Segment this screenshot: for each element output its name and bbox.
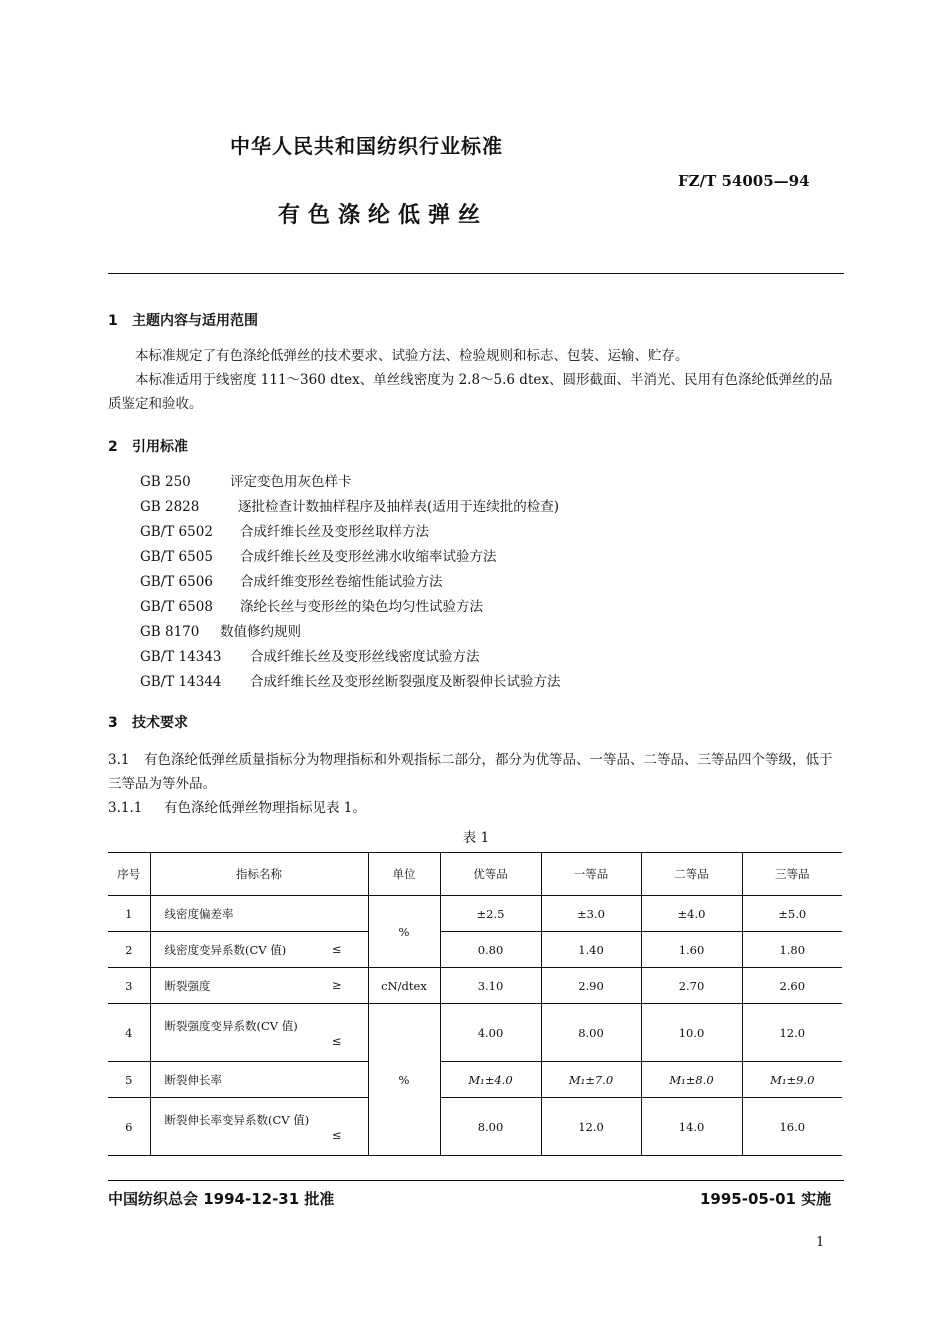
- value-cell: 12.0: [742, 1004, 842, 1062]
- unit-cell: cN/dtex: [368, 968, 440, 1004]
- value-cell: ±2.5: [440, 896, 541, 932]
- reference-item: [140, 495, 561, 520]
- index-name: [150, 896, 368, 932]
- reference-item: [140, 545, 561, 570]
- table-caption: 表 1: [462, 830, 490, 846]
- index-name-text: 断裂伸长率: [164, 1072, 222, 1087]
- reference-title: 合成纤维变形丝卷缩性能试验方法: [240, 574, 443, 590]
- table-row: [108, 932, 842, 968]
- index-name: [150, 1098, 368, 1156]
- column-header: 序号: [108, 853, 150, 896]
- value-cell: 2.70: [641, 968, 742, 1004]
- section-number: 1: [108, 313, 118, 329]
- row-number: 1: [108, 896, 150, 932]
- reference-title: 合成纤维长丝及变形丝线密度试验方法: [250, 649, 480, 665]
- section-title: 技术要求: [132, 715, 188, 731]
- value-cell: 1.40: [541, 932, 641, 968]
- row-number: 5: [108, 1062, 150, 1098]
- reference-title: 数值修约规则: [220, 624, 301, 640]
- index-name: [150, 932, 368, 968]
- reference-item: [140, 470, 561, 495]
- value-cell: 1.60: [641, 932, 742, 968]
- reference-title: 合成纤维长丝及变形丝取样方法: [240, 524, 429, 540]
- reference-code: GB/T 14344: [140, 674, 222, 690]
- section-3-heading: [108, 712, 188, 732]
- reference-title: 评定变色用灰色样卡: [230, 474, 352, 490]
- table-row: [108, 1062, 842, 1098]
- value-cell: 14.0: [641, 1098, 742, 1156]
- index-name: [150, 1062, 368, 1098]
- reference-code: GB/T 6505: [140, 549, 213, 565]
- paragraph: 本标准适用于线密度 111～360 dtex、单丝线密度为 2.8～5.6 dtex、圆形截面、半消光、民用有色涤纶低弹丝的品质鉴定和验收。: [108, 372, 833, 412]
- table-row: [108, 896, 842, 932]
- value-cell: ±5.0: [742, 896, 842, 932]
- value-cell: 2.90: [541, 968, 641, 1004]
- reference-code: GB/T 6508: [140, 599, 213, 615]
- reference-code: GB 8170: [140, 624, 200, 640]
- unit-cell: %: [368, 896, 440, 968]
- page-number: 1: [816, 1235, 825, 1250]
- value-cell: ±3.0: [541, 896, 641, 932]
- section-2-heading: [108, 436, 188, 456]
- index-name-text: 线密度变异系数(CV 值): [164, 942, 287, 957]
- value-cell: 3.10: [440, 968, 541, 1004]
- table-header-row: [108, 853, 842, 896]
- reference-code: GB 250: [140, 474, 191, 490]
- index-name: [150, 968, 368, 1004]
- header-rule: [108, 273, 844, 274]
- issuing-organization: 中华人民共和国纺织行业标准: [230, 134, 503, 158]
- reference-title: 合成纤维长丝及变形丝沸水收缩率试验方法: [240, 549, 497, 565]
- value-cell: 8.00: [440, 1098, 541, 1156]
- value-cell: ±4.0: [641, 896, 742, 932]
- reference-code: GB/T 14343: [140, 649, 222, 665]
- value-cell: M₁±4.0: [440, 1062, 541, 1098]
- index-name-text: 线密度偏差率: [164, 906, 234, 921]
- unit-cell: %: [368, 1004, 440, 1156]
- value-cell: 8.00: [541, 1004, 641, 1062]
- reference-list: [140, 470, 561, 695]
- section-3-body: [108, 748, 844, 820]
- column-header: 单位: [368, 853, 440, 896]
- reference-item: [140, 620, 561, 645]
- section-1-heading: [108, 310, 258, 330]
- section-number: 2: [108, 439, 118, 455]
- footer-rule: [108, 1180, 844, 1181]
- comparison-sign: ≤: [331, 941, 342, 956]
- table-row: [108, 968, 842, 1004]
- index-name-text: 断裂强度变异系数(CV 值): [164, 1018, 298, 1033]
- paragraph: 本标准规定了有色涤纶低弹丝的技术要求、试验方法、检验规则和标志、包装、运输、贮存。: [135, 348, 689, 364]
- reference-item: [140, 520, 561, 545]
- reference-item: [140, 645, 561, 670]
- clause-number: 3.1.1: [108, 800, 143, 816]
- value-cell: M₁±7.0: [541, 1062, 641, 1098]
- document-title: 有色涤纶低弹丝: [278, 203, 489, 228]
- clause-number: 3.1: [108, 752, 130, 768]
- reference-title: 合成纤维长丝及变形丝断裂强度及断裂伸长试验方法: [250, 674, 561, 690]
- reference-code: GB/T 6506: [140, 574, 213, 590]
- column-header: 优等品: [440, 853, 541, 896]
- value-cell: 10.0: [641, 1004, 742, 1062]
- reference-item: [140, 670, 561, 695]
- column-header: 三等品: [742, 853, 842, 896]
- clause-text: 有色涤纶低弹丝质量指标分为物理指标和外观指标二部分，都分为优等品、一等品、二等品、三等品四个等级，低于三等品为等外品。: [108, 752, 833, 792]
- row-number: 3: [108, 968, 150, 1004]
- value-cell: 16.0: [742, 1098, 842, 1156]
- standard-code: FZ/T 54005—94: [678, 172, 810, 190]
- row-number: 6: [108, 1098, 150, 1156]
- value-cell: M₁±9.0: [742, 1062, 842, 1098]
- reference-code: GB 2828: [140, 499, 200, 515]
- value-cell: 4.00: [440, 1004, 541, 1062]
- clause-3-1: [108, 748, 844, 796]
- value-cell: 12.0: [541, 1098, 641, 1156]
- value-cell: 1.80: [742, 932, 842, 968]
- approval-line: 中国纺织总会 1994-12-31 批准: [108, 1190, 335, 1208]
- table-row: [108, 1004, 842, 1062]
- section-title: 主题内容与适用范围: [132, 313, 258, 329]
- clause-3-1-1: [108, 796, 844, 820]
- reference-title: 涤纶长丝与变形丝的染色均匀性试验方法: [240, 599, 483, 615]
- row-number: 4: [108, 1004, 150, 1062]
- effective-date-line: 1995-05-01 实施: [700, 1190, 832, 1208]
- physical-index-table: [108, 852, 842, 1156]
- reference-item: [140, 595, 561, 620]
- row-number: 2: [108, 932, 150, 968]
- index-name-text: 断裂强度: [164, 978, 211, 993]
- reference-item: [140, 570, 561, 595]
- section-title: 引用标准: [132, 439, 188, 455]
- column-header: 指标名称: [150, 853, 368, 896]
- value-cell: M₁±8.0: [641, 1062, 742, 1098]
- reference-title: 逐批检查计数抽样程序及抽样表(适用于连续批的检查): [238, 499, 560, 515]
- section-1-body: [108, 344, 844, 416]
- index-name: [150, 1004, 368, 1062]
- comparison-sign: ≤: [331, 1033, 342, 1048]
- column-header: 二等品: [641, 853, 742, 896]
- reference-code: GB/T 6502: [140, 524, 213, 540]
- comparison-sign: ≤: [331, 1127, 342, 1142]
- section-number: 3: [108, 715, 118, 731]
- comparison-sign: ≥: [331, 977, 342, 992]
- table-row: [108, 1098, 842, 1156]
- value-cell: 0.80: [440, 932, 541, 968]
- column-header: 一等品: [541, 853, 641, 896]
- clause-text: 有色涤纶低弹丝物理指标见表 1。: [164, 800, 366, 816]
- index-name-text: 断裂伸长率变异系数(CV 值): [164, 1112, 310, 1127]
- value-cell: 2.60: [742, 968, 842, 1004]
